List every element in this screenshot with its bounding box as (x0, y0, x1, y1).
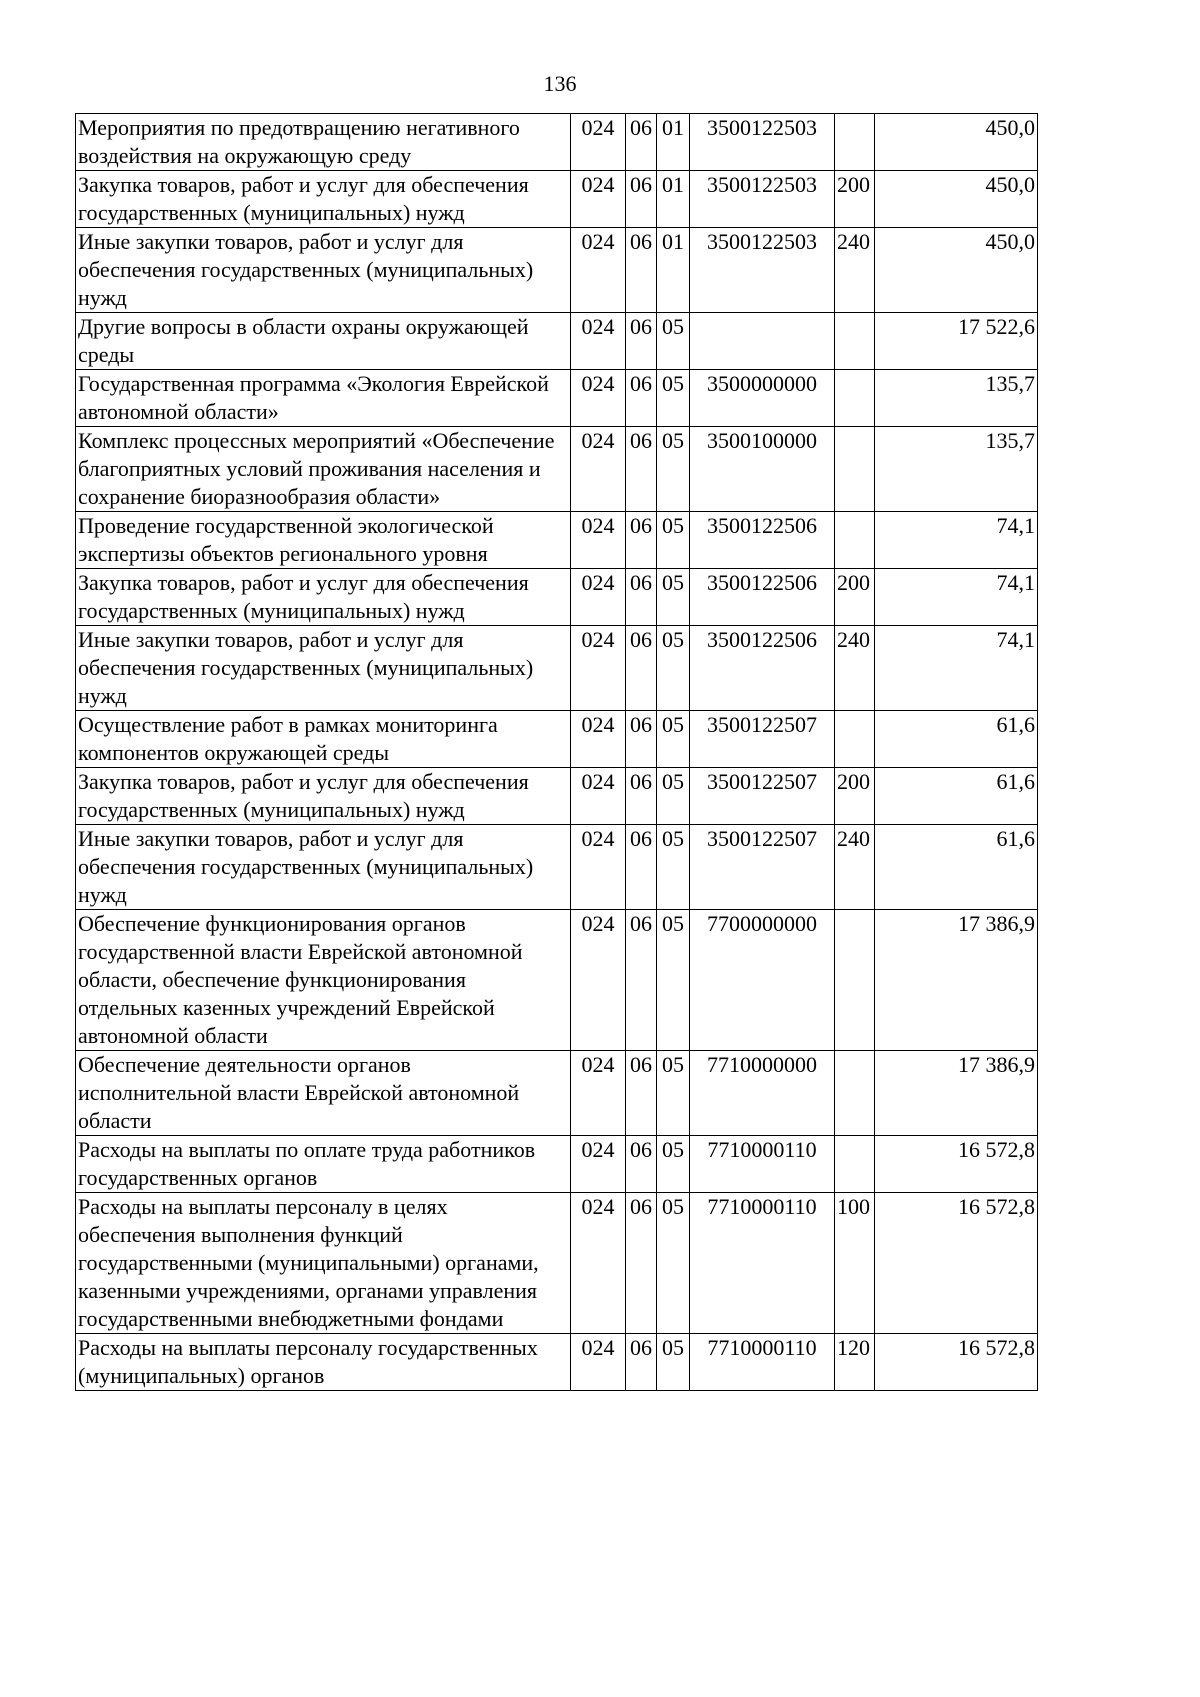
row-name-cell: Обеспечение функционирования органов государственной власти Еврейской автономной области, обеспечение функционирования отдельных казенных учреждений Еврейской автономной области (76, 910, 571, 1051)
subsection-code-cell: 05 (657, 569, 690, 626)
target-article-cell: 3500122503 (690, 114, 835, 171)
table-row (76, 512, 1038, 569)
target-article-cell: 3500122503 (690, 171, 835, 228)
subsection-code-cell: 05 (657, 768, 690, 825)
amount-cell: 450,0 (875, 171, 1038, 228)
ministry-code-cell: 024 (571, 171, 626, 228)
amount-cell: 17 386,9 (875, 1051, 1038, 1136)
ministry-code-cell: 024 (571, 1334, 626, 1391)
subsection-code-cell: 05 (657, 313, 690, 370)
subsection-code-cell: 05 (657, 1193, 690, 1334)
table-row (76, 1193, 1038, 1334)
amount-cell: 61,6 (875, 825, 1038, 910)
subsection-code-cell: 01 (657, 171, 690, 228)
section-code-cell: 06 (626, 1193, 657, 1334)
subsection-code-cell: 05 (657, 825, 690, 910)
subsection-code-cell: 05 (657, 711, 690, 768)
amount-cell: 450,0 (875, 228, 1038, 313)
target-article-cell: 7710000110 (690, 1334, 835, 1391)
ministry-code-cell: 024 (571, 910, 626, 1051)
section-code-cell: 06 (626, 1136, 657, 1193)
table-row (76, 427, 1038, 512)
target-article-cell: 3500122506 (690, 512, 835, 569)
table-row (76, 313, 1038, 370)
ministry-code-cell: 024 (571, 1193, 626, 1334)
amount-cell: 17 386,9 (875, 910, 1038, 1051)
row-name-cell: Расходы на выплаты по оплате труда работников государственных органов (76, 1136, 571, 1193)
section-code-cell: 06 (626, 1334, 657, 1391)
amount-cell: 135,7 (875, 427, 1038, 512)
section-code-cell: 06 (626, 228, 657, 313)
section-code-cell: 06 (626, 313, 657, 370)
target-article-cell: 3500122507 (690, 711, 835, 768)
amount-cell: 74,1 (875, 569, 1038, 626)
ministry-code-cell: 024 (571, 114, 626, 171)
expense-type-cell (835, 1136, 875, 1193)
ministry-code-cell: 024 (571, 228, 626, 313)
target-article-cell: 3500122503 (690, 228, 835, 313)
row-name-cell: Расходы на выплаты персоналу государственных (муниципальных) органов (76, 1334, 571, 1391)
expense-type-cell: 120 (835, 1334, 875, 1391)
target-article-cell (690, 313, 835, 370)
amount-cell: 61,6 (875, 711, 1038, 768)
ministry-code-cell: 024 (571, 313, 626, 370)
expense-type-cell (835, 910, 875, 1051)
expense-type-cell (835, 711, 875, 768)
amount-cell: 74,1 (875, 512, 1038, 569)
row-name-cell: Обеспечение деятельности органов исполнительной власти Еврейской автономной области (76, 1051, 571, 1136)
row-name-cell: Иные закупки товаров, работ и услуг для обеспечения государственных (муниципальных) нужд (76, 626, 571, 711)
table-row (76, 1136, 1038, 1193)
amount-cell: 450,0 (875, 114, 1038, 171)
section-code-cell: 06 (626, 569, 657, 626)
ministry-code-cell: 024 (571, 569, 626, 626)
amount-cell: 61,6 (875, 768, 1038, 825)
section-code-cell: 06 (626, 1051, 657, 1136)
target-article-cell: 7710000000 (690, 1051, 835, 1136)
row-name-cell: Иные закупки товаров, работ и услуг для обеспечения государственных (муниципальных) нужд (76, 825, 571, 910)
row-name-cell: Расходы на выплаты персоналу в целях обеспечения выполнения функций государственными (муниципальными) органами, казенными учреждениями, органами управления государственными внебюджетными фондами (76, 1193, 571, 1334)
amount-cell: 16 572,8 (875, 1193, 1038, 1334)
table-row (76, 114, 1038, 171)
row-name-cell: Закупка товаров, работ и услуг для обеспечения государственных (муниципальных) нужд (76, 171, 571, 228)
row-name-cell: Осуществление работ в рамках мониторинга компонентов окружающей среды (76, 711, 571, 768)
budget-table (75, 113, 1038, 1391)
expense-type-cell (835, 427, 875, 512)
section-code-cell: 06 (626, 370, 657, 427)
section-code-cell: 06 (626, 114, 657, 171)
amount-cell: 17 522,6 (875, 313, 1038, 370)
subsection-code-cell: 05 (657, 370, 690, 427)
table-row (76, 228, 1038, 313)
target-article-cell: 3500122506 (690, 569, 835, 626)
section-code-cell: 06 (626, 512, 657, 569)
expense-type-cell: 240 (835, 626, 875, 711)
row-name-cell: Комплекс процессных мероприятий «Обеспечение благоприятных условий проживания населения и сохранение биоразнообразия области» (76, 427, 571, 512)
target-article-cell: 7710000110 (690, 1136, 835, 1193)
expense-type-cell (835, 313, 875, 370)
table-row (76, 910, 1038, 1051)
ministry-code-cell: 024 (571, 626, 626, 711)
table-row (76, 711, 1038, 768)
amount-cell: 74,1 (875, 626, 1038, 711)
target-article-cell: 3500000000 (690, 370, 835, 427)
amount-cell: 135,7 (875, 370, 1038, 427)
target-article-cell: 7710000110 (690, 1193, 835, 1334)
expense-type-cell (835, 114, 875, 171)
ministry-code-cell: 024 (571, 1136, 626, 1193)
expense-type-cell (835, 512, 875, 569)
target-article-cell: 7700000000 (690, 910, 835, 1051)
ministry-code-cell: 024 (571, 512, 626, 569)
table-row (76, 626, 1038, 711)
table-row (76, 768, 1038, 825)
target-article-cell: 3500122506 (690, 626, 835, 711)
subsection-code-cell: 05 (657, 910, 690, 1051)
table-row (76, 370, 1038, 427)
subsection-code-cell: 05 (657, 427, 690, 512)
section-code-cell: 06 (626, 427, 657, 512)
section-code-cell: 06 (626, 825, 657, 910)
ministry-code-cell: 024 (571, 768, 626, 825)
amount-cell: 16 572,8 (875, 1136, 1038, 1193)
row-name-cell: Закупка товаров, работ и услуг для обеспечения государственных (муниципальных) нужд (76, 768, 571, 825)
expense-type-cell (835, 1051, 875, 1136)
subsection-code-cell: 05 (657, 1136, 690, 1193)
row-name-cell: Мероприятия по предотвращению негативного воздействия на окружающую среду (76, 114, 571, 171)
subsection-code-cell: 05 (657, 626, 690, 711)
row-name-cell: Другие вопросы в области охраны окружающей среды (76, 313, 571, 370)
row-name-cell: Закупка товаров, работ и услуг для обеспечения государственных (муниципальных) нужд (76, 569, 571, 626)
section-code-cell: 06 (626, 910, 657, 1051)
row-name-cell: Проведение государственной экологической экспертизы объектов регионального уровня (76, 512, 571, 569)
expense-type-cell: 200 (835, 171, 875, 228)
expense-type-cell: 240 (835, 228, 875, 313)
expense-type-cell: 100 (835, 1193, 875, 1334)
ministry-code-cell: 024 (571, 711, 626, 768)
expense-type-cell (835, 370, 875, 427)
target-article-cell: 3500122507 (690, 768, 835, 825)
subsection-code-cell: 05 (657, 1051, 690, 1136)
table-row (76, 171, 1038, 228)
table-row (76, 1051, 1038, 1136)
section-code-cell: 06 (626, 711, 657, 768)
subsection-code-cell: 05 (657, 1334, 690, 1391)
page-number: 136 (543, 71, 577, 96)
subsection-code-cell: 05 (657, 512, 690, 569)
ministry-code-cell: 024 (571, 370, 626, 427)
ministry-code-cell: 024 (571, 427, 626, 512)
table-row (76, 569, 1038, 626)
row-name-cell: Государственная программа «Экология Еврейской автономной области» (76, 370, 571, 427)
target-article-cell: 3500122507 (690, 825, 835, 910)
expense-type-cell: 200 (835, 768, 875, 825)
expense-type-cell: 240 (835, 825, 875, 910)
section-code-cell: 06 (626, 768, 657, 825)
section-code-cell: 06 (626, 171, 657, 228)
table-row (76, 1334, 1038, 1391)
section-code-cell: 06 (626, 626, 657, 711)
ministry-code-cell: 024 (571, 1051, 626, 1136)
budget-table-body (76, 114, 1038, 1391)
row-name-cell: Иные закупки товаров, работ и услуг для обеспечения государственных (муниципальных) нужд (76, 228, 571, 313)
table-row (76, 825, 1038, 910)
subsection-code-cell: 01 (657, 228, 690, 313)
ministry-code-cell: 024 (571, 825, 626, 910)
subsection-code-cell: 01 (657, 114, 690, 171)
amount-cell: 16 572,8 (875, 1334, 1038, 1391)
expense-type-cell: 200 (835, 569, 875, 626)
target-article-cell: 3500100000 (690, 427, 835, 512)
